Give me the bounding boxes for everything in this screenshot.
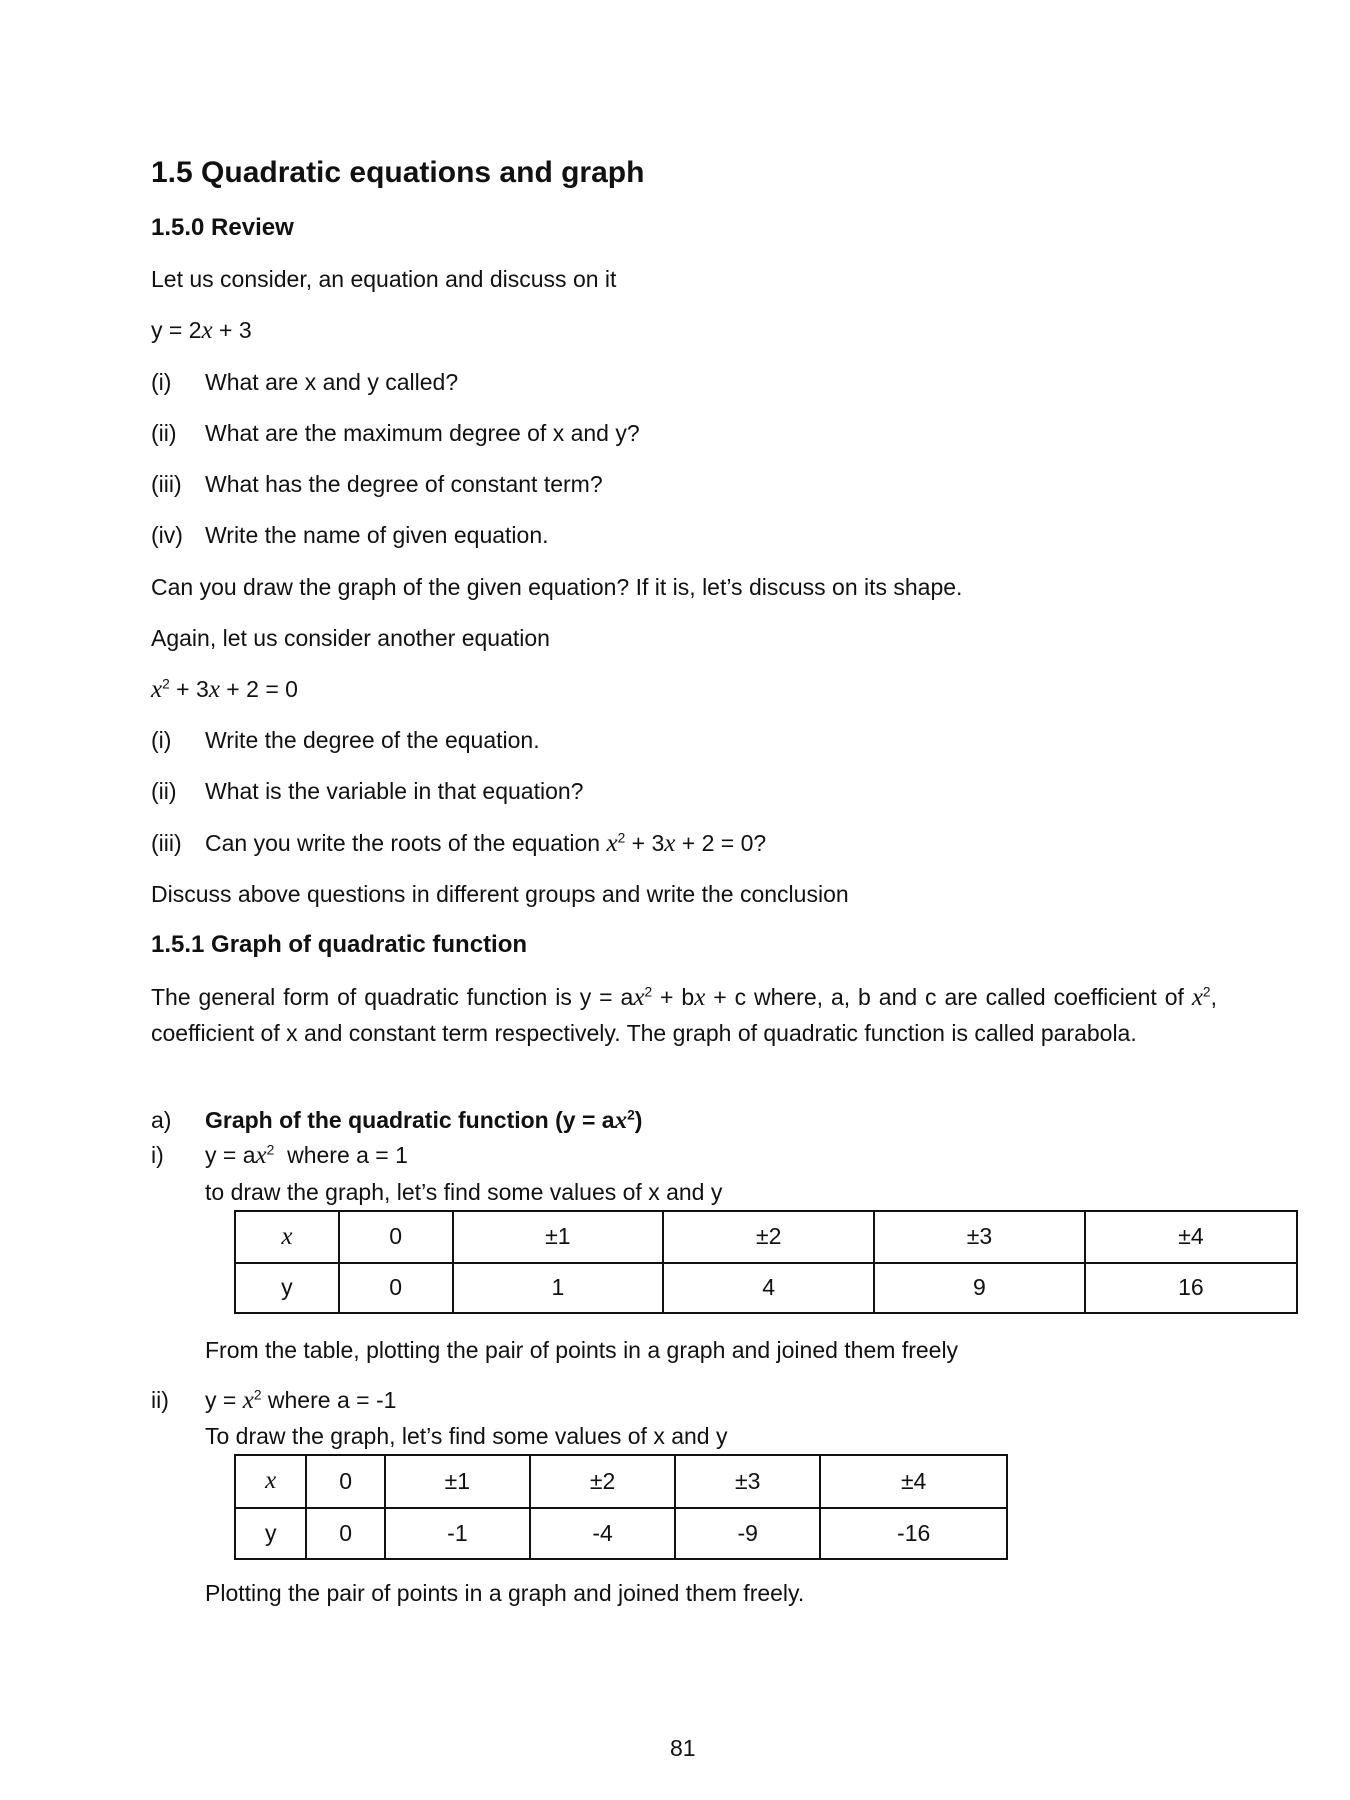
table-cell: ±2 — [663, 1211, 874, 1263]
table-cell: ±4 — [820, 1455, 1007, 1508]
eq-var: x — [151, 676, 163, 703]
question — [151, 418, 640, 448]
table-cell: -9 — [675, 1508, 820, 1559]
question-label: (iii) — [151, 830, 182, 856]
table-row — [235, 1211, 1297, 1263]
table-cell: 0 — [339, 1211, 453, 1263]
eq-sup: 2 — [266, 1142, 275, 1158]
table-cell: ±3 — [675, 1455, 820, 1508]
table-cell: -16 — [820, 1508, 1007, 1559]
table-cell: ±1 — [385, 1455, 530, 1508]
values-table-a-negative — [234, 1454, 1008, 1560]
table-cell: 16 — [1085, 1263, 1297, 1313]
eq-var: x — [614, 1107, 628, 1134]
page-number: 81 — [670, 1735, 696, 1761]
draw-question: Can you draw the graph of the given equation? If it is, let’s discuss on its shape. — [151, 574, 963, 600]
item-i — [151, 1140, 408, 1171]
eq-part: y = a — [205, 1142, 256, 1168]
item-label: ii) — [151, 1387, 169, 1413]
equation-linear — [151, 315, 252, 346]
table-cell: -4 — [530, 1508, 675, 1559]
para-text: + c where, a, b and c are called coefficient of — [705, 984, 1192, 1010]
question-text: What are x and y called? — [205, 369, 459, 395]
eq-sup: 2 — [627, 1107, 635, 1123]
review-heading: 1.5.0 Review — [151, 214, 294, 241]
table-cell: ±1 — [453, 1211, 664, 1263]
table-row — [235, 1508, 1007, 1559]
subsection-a — [151, 1105, 642, 1136]
item-ii — [151, 1385, 396, 1416]
eq-part: + 3 — [625, 830, 665, 856]
subsection-title: Graph of the quadratic function (y = a — [205, 1107, 615, 1133]
question — [151, 367, 458, 397]
eq-var: x — [694, 984, 706, 1011]
question-label: (iv) — [151, 522, 183, 548]
eq-var: x — [208, 676, 220, 703]
table-cell: 0 — [339, 1263, 453, 1313]
question-text: What has the degree of constant term? — [205, 471, 603, 497]
eq-sup: 2 — [1202, 984, 1211, 1000]
question — [151, 828, 766, 859]
section-title: 1.5 Quadratic equations and graph — [151, 156, 645, 189]
eq-sup: 2 — [162, 676, 170, 692]
table-cell: 4 — [663, 1263, 874, 1313]
question — [151, 776, 583, 806]
table-cell: -1 — [385, 1508, 530, 1559]
again-text: Again, let us consider another equation — [151, 625, 550, 651]
question-label: (i) — [151, 369, 172, 395]
table-row — [235, 1263, 1297, 1313]
question-label: (iii) — [151, 471, 182, 497]
general-form-paragraph — [151, 980, 1217, 1051]
eq-sup: 2 — [644, 984, 653, 1000]
eq-var: x — [201, 317, 213, 344]
table-cell: 9 — [874, 1263, 1085, 1313]
para-text: , coefficient of x and constant term respectively. The graph of quadratic function is called parabola. — [151, 984, 1217, 1046]
table-row — [235, 1455, 1007, 1508]
question-text: What is the variable in that equation? — [205, 778, 584, 804]
question — [151, 520, 549, 550]
discuss-text: Discuss above questions in different groups and write the conclusion — [151, 881, 849, 907]
item-ii-intro: To draw the graph, let’s find some values of x and y — [205, 1423, 728, 1449]
eq-part: where a = -1 — [261, 1387, 397, 1413]
eq-sup: 2 — [253, 1387, 262, 1403]
para-text: + b — [652, 984, 695, 1010]
eq-sup: 2 — [617, 830, 626, 846]
item-ii-after: Plotting the pair of points in a graph and joined them freely. — [205, 1580, 805, 1606]
subsection-title: ) — [634, 1107, 643, 1133]
question-text: Can you write the roots of the equation — [205, 830, 607, 856]
eq-part: y = 2 — [151, 317, 202, 343]
question-label: (ii) — [151, 778, 177, 804]
eq-var: x — [606, 830, 618, 857]
eq-part: where a = 1 — [274, 1142, 408, 1168]
equation-quadratic — [151, 674, 298, 705]
eq-var: x — [664, 830, 676, 857]
table-header-x: x — [235, 1455, 306, 1508]
eq-part: + 3 — [212, 317, 252, 343]
item-i-after: From the table, plotting the pair of points in a graph and joined them freely — [205, 1337, 959, 1363]
eq-part: y = — [205, 1387, 243, 1413]
para-text: The general form of quadratic function is y = a — [151, 984, 634, 1010]
table-cell: 0 — [306, 1508, 384, 1559]
eq-part: + 2 = 0? — [675, 830, 767, 856]
table-cell: ±3 — [874, 1211, 1085, 1263]
eq-part: + 2 = 0 — [219, 676, 298, 702]
question-label: (ii) — [151, 420, 177, 446]
eq-var: x — [633, 984, 645, 1011]
question-text: Write the name of given equation. — [205, 522, 549, 548]
eq-var: x — [255, 1142, 267, 1169]
question — [151, 725, 540, 755]
graph-heading: 1.5.1 Graph of quadratic function — [151, 931, 528, 958]
table-cell: ±2 — [530, 1455, 675, 1508]
item-label: a) — [151, 1107, 172, 1133]
eq-var: x — [1191, 984, 1203, 1011]
table-cell: 1 — [453, 1263, 664, 1313]
eq-part: + 3 — [169, 676, 209, 702]
table-cell: 0 — [306, 1455, 384, 1508]
question-text: Write the degree of the equation. — [205, 727, 540, 753]
table-cell: ±4 — [1085, 1211, 1297, 1263]
table-header-x: x — [235, 1211, 339, 1263]
table-header-y: y — [235, 1263, 339, 1313]
question — [151, 469, 603, 499]
question-text: What are the maximum degree of x and y? — [205, 420, 640, 446]
question-label: (i) — [151, 727, 172, 753]
table-header-y: y — [235, 1508, 306, 1559]
eq-var: x — [242, 1387, 254, 1414]
review-intro: Let us consider, an equation and discuss on it — [151, 266, 617, 292]
item-i-intro: to draw the graph, let’s find some values of x and y — [205, 1179, 723, 1205]
values-table-a-positive — [234, 1210, 1298, 1314]
item-label: i) — [151, 1142, 164, 1168]
